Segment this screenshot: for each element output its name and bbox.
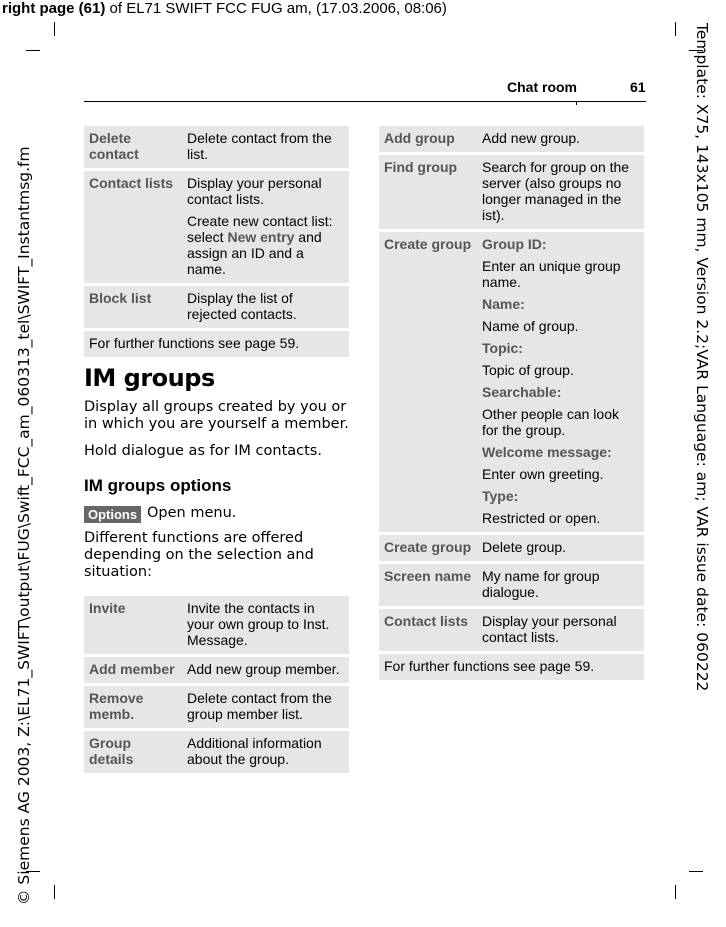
- table-row: [84, 657, 349, 683]
- option-name: Delete contact: [84, 126, 183, 168]
- crop-mark: [54, 22, 55, 36]
- option-name: Remove memb.: [84, 686, 183, 728]
- option-name: Screen name: [379, 564, 478, 606]
- field-text: Restricted or open.: [482, 510, 601, 526]
- option-description: Add new group.: [478, 126, 644, 152]
- section-heading: IM groups: [84, 364, 215, 392]
- option-description-line: Display your personal contact lists.: [187, 175, 322, 207]
- table-row: [84, 331, 349, 357]
- option-description: [478, 232, 644, 532]
- banner-file-info: of EL71 SWIFT FCC FUG am, (17.03.2006, 08:06): [105, 0, 447, 17]
- text-span: and assign an ID and a name.: [187, 229, 322, 277]
- body-paragraph: Hold dialogue as for IM contacts.: [84, 443, 322, 459]
- field-text: Enter own greeting.: [482, 466, 604, 482]
- table-row: [84, 686, 349, 728]
- field-text: Enter an unique group name.: [482, 258, 621, 290]
- field-label: Name:: [482, 296, 525, 312]
- header-rule: [84, 101, 576, 102]
- option-description: Additional information about the group.: [183, 731, 349, 773]
- softkey-description: Open menu.: [147, 505, 237, 521]
- top-banner: [2, 0, 447, 17]
- table-row: [84, 126, 349, 168]
- header-rule-tick: [576, 101, 577, 105]
- option-name: Contact lists: [379, 609, 478, 651]
- field-label: Type:: [482, 488, 519, 504]
- table-row: [379, 609, 644, 651]
- body-paragraph: Display all groups created by you or in which you are yourself a member.: [84, 399, 349, 432]
- table-footer-note: For further functions see page 59.: [84, 331, 349, 357]
- field-text: Name of group.: [482, 318, 579, 334]
- option-description: Delete group.: [478, 535, 644, 561]
- contact-options-table: [84, 123, 349, 360]
- option-name: Invite: [84, 596, 183, 654]
- subsection-heading: IM groups options: [84, 476, 232, 495]
- table-row: [379, 126, 644, 152]
- option-name: Group details: [84, 731, 183, 773]
- table-row: [379, 535, 644, 561]
- field-label: Group ID:: [482, 236, 547, 252]
- option-name: Add group: [379, 126, 478, 152]
- option-description: Display your personal contact lists.: [478, 609, 644, 651]
- options-softkey: Options: [84, 506, 141, 523]
- option-name: Contact lists: [84, 171, 183, 283]
- option-name: Create group: [379, 232, 478, 532]
- field-label: Topic:: [482, 340, 523, 356]
- table-row: [84, 596, 349, 654]
- option-description-line: [187, 213, 344, 277]
- highlighted-term: New entry: [227, 229, 295, 245]
- field-text: Topic of group.: [482, 362, 574, 378]
- side-copyright: © Siemens AG 2003, Z:\EL71_SWIFT\output\FUG\Swift_FCC_am_060313_tel\SWIFT_Instantmsg.fm: [15, 146, 33, 905]
- option-description: Display the list of rejected contacts.: [183, 286, 349, 328]
- group-functions-table: [379, 123, 644, 683]
- table-row: [84, 731, 349, 773]
- field-label: Searchable:: [482, 384, 562, 400]
- option-description: My name for group dialogue.: [478, 564, 644, 606]
- option-description: [183, 171, 349, 283]
- crop-mark: [675, 22, 676, 36]
- banner-page-ref: right page (61): [2, 0, 106, 17]
- body-paragraph: Different functions are offered depending on the selection and situation:: [84, 530, 314, 580]
- table-row: [379, 232, 644, 532]
- crop-mark: [675, 885, 676, 899]
- table-row: [84, 171, 349, 283]
- group-options-table: [84, 593, 349, 776]
- option-description: Search for group on the server (also groups no longer managed in the ist).: [478, 155, 644, 229]
- option-description: Add new group member.: [183, 657, 349, 683]
- table-footer-note: For further functions see page 59.: [379, 654, 644, 680]
- field-text: Other people can look for the group.: [482, 406, 619, 438]
- table-row: [379, 564, 644, 606]
- table-row: [379, 654, 644, 680]
- table-row: [84, 286, 349, 328]
- option-description: Invite the contacts in your own group to Inst. Message.: [183, 596, 349, 654]
- page-number: 61: [630, 79, 646, 95]
- field-label: Welcome message:: [482, 444, 612, 460]
- table-row: [379, 155, 644, 229]
- text-span: Create new contact list: select: [187, 213, 333, 245]
- option-name: Add member: [84, 657, 183, 683]
- header-rule: [576, 101, 646, 102]
- option-description: Delete contact from the list.: [183, 126, 349, 168]
- option-description: Delete contact from the group member list.: [183, 686, 349, 728]
- option-name: Block list: [84, 286, 183, 328]
- running-header-title: Chat room: [507, 79, 577, 95]
- crop-mark: [54, 885, 55, 899]
- option-name: Create group: [379, 535, 478, 561]
- side-template-info: Template: X75, 143x105 mm, Version 2.2;VAR Language: am; VAR issue date: 060222: [693, 23, 711, 692]
- option-name: Find group: [379, 155, 478, 229]
